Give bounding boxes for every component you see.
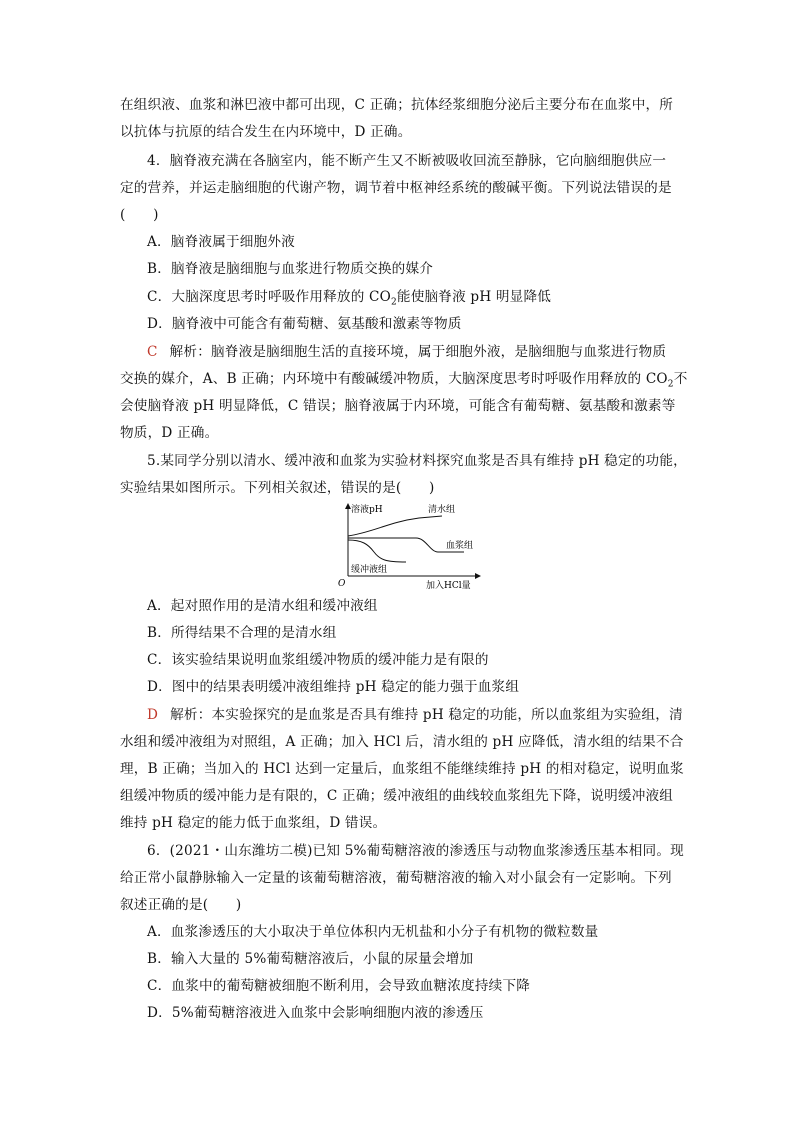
explanation-text: 解析：脑脊液是脑细胞生活的直接环境，属于细胞外液，是脑细胞与血浆进行物质 — [169, 344, 667, 360]
question-5-option-a: A．起对照作用的是清水组和缓冲液组 — [147, 598, 378, 614]
answer-letter: D — [147, 707, 159, 723]
question-5-option-c: C．该实验结果说明血浆组缓冲物质的缓冲能力是有限的 — [147, 652, 489, 668]
series-label-plasma: 血浆组 — [446, 541, 474, 551]
question-4-stem: 4．脑脊液充满在各脑室内，能不断产生又不断被吸收回流至静脉，它向脑细胞供应一 — [147, 153, 667, 169]
series-label-water: 清水组 — [428, 505, 456, 515]
paragraph-line: 以抗体与抗原的结合发生在内环境中，D 正确。 — [120, 124, 412, 140]
subscript: 2 — [390, 297, 397, 308]
question-6-option-b: B．输入大量的 5%葡萄糖溶液后，小鼠的尿量会增加 — [147, 951, 474, 967]
ph-chart — [334, 500, 484, 590]
answer-letter: C — [147, 344, 158, 360]
question-4-explanation — [147, 343, 707, 361]
explanation-text: 不 — [673, 371, 688, 387]
question-4-stem: 定的营养，并运走脑细胞的代谢产物，调节着中枢神经系统的酸碱平衡。下列说法错误的是 — [120, 180, 672, 196]
question-6-stem: 给正常小鼠静脉输入一定量的该葡萄糖溶液，葡萄糖溶液的输入对小鼠会有一定影响。下列 — [120, 870, 672, 886]
question-6-stem: 叙述正确的是( ) — [120, 897, 242, 913]
question-4-option-d: D．脑脊液中可能含有葡萄糖、氨基酸和激素等物质 — [147, 316, 462, 332]
question-5-option-d: D．图中的结果表明缓冲液组维持 pH 稳定的能力强于血浆组 — [147, 679, 520, 695]
paragraph-line: 在组织液、血浆和淋巴液中都可出现，C 正确；抗体经浆细胞分泌后主要分布在血浆中，所 — [120, 97, 674, 113]
origin-label: O — [338, 579, 346, 589]
question-5-explanation: 维持 pH 稳定的能力低于血浆组，D 错误。 — [120, 815, 387, 831]
question-5-explanation — [147, 706, 707, 724]
question-5-option-b: B．所得结果不合理的是清水组 — [147, 625, 337, 641]
y-axis-label: 溶液pH — [351, 505, 383, 515]
question-6-option-c: C．血浆中的葡萄糖被细胞不断利用，会导致血糖浓度持续下降 — [147, 978, 531, 994]
option-text: 能使脑脊液 pH 明显降低 — [396, 289, 552, 305]
question-6-option-d: D．5%葡萄糖溶液进入血浆中会影响细胞内液的渗透压 — [147, 1005, 484, 1021]
series-line-buffer — [348, 540, 406, 562]
question-4-explanation: 会使脑脊液 pH 明显降低，C 错误；脑脊液属于内环境，可能含有葡萄糖、氨基酸和激素等 — [120, 398, 676, 414]
question-6-stem: 6．(2021・山东潍坊二模)已知 5%葡萄糖溶液的渗透压与动物血浆渗透压基本相同。现 — [147, 843, 684, 859]
question-4-option-b: B．脑脊液是脑细胞与血浆进行物质交换的媒介 — [147, 261, 434, 277]
question-4-option-a: A．脑脊液属于细胞外液 — [147, 234, 295, 250]
question-4-explanation: 物质，D 正确。 — [120, 425, 219, 441]
question-5-explanation: 组缓冲物质的缓冲能力是有限的，C 正确；缓冲液组的曲线较血浆组先下降，说明缓冲液组 — [120, 788, 674, 804]
question-5-explanation: 水组和缓冲液组为对照组，A 正确；加入 HCl 后，清水组的 pH 应降低，清水组的结果不合 — [120, 734, 684, 750]
question-4-blank: ( ) — [120, 207, 159, 223]
question-5-stem: 5.某同学分别以清水、缓冲液和血浆为实验材料探究血浆是否具有维持 pH 稳定的功能， — [147, 453, 687, 469]
question-5-explanation: 理，B 正确；当加入的 HCl 达到一定量后，血浆组不能继续维持 pH 的相对稳定，说明血浆 — [120, 761, 684, 777]
series-line-water — [348, 516, 442, 536]
explanation-text: 解析：本实验探究的是血浆是否具有维持 pH 稳定的功能，所以血浆组为实验组，清 — [170, 707, 683, 723]
series-label-buffer: 缓冲液组 — [351, 565, 388, 575]
option-text: C．大脑深度思考时呼吸作用释放的 CO — [147, 289, 391, 305]
question-4-option-c — [147, 288, 707, 306]
question-5-stem: 实验结果如图所示。下列相关叙述，错误的是( ) — [120, 480, 435, 496]
question-4-explanation — [120, 370, 688, 390]
x-axis-label: 加入HCl量 — [426, 581, 471, 590]
subscript: 2 — [667, 379, 674, 390]
explanation-text: 交换的媒介，A、B 正确；内环境中有酸碱缓冲物质，大脑深度思考时呼吸作用释放的 CO — [120, 371, 668, 387]
question-6-option-a: A．血浆渗透压的大小取决于单位体积内无机盐和小分子有机物的微粒数量 — [147, 924, 599, 940]
